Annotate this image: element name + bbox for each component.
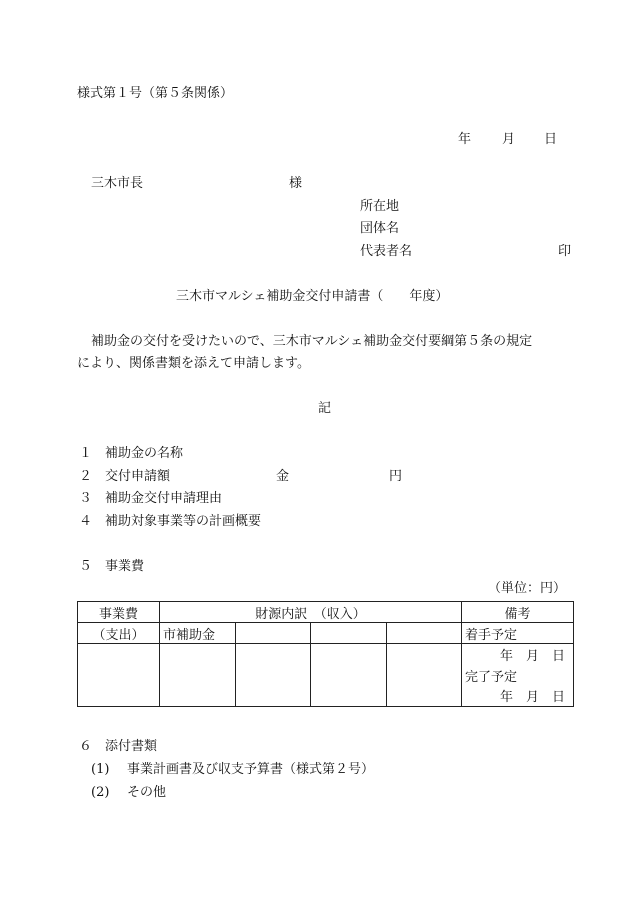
date-year: 年: [458, 132, 472, 147]
header-funding-4: [387, 623, 462, 644]
complete-date: 年 月 日: [462, 686, 574, 707]
item-5-label: 事業費: [105, 559, 145, 574]
cell-funding-4-amount: [387, 644, 462, 707]
applicant-group-label: 団体名: [360, 221, 400, 236]
form-number: 様式第１号（第５条関係）: [77, 86, 234, 101]
seal-mark: 印: [558, 244, 572, 259]
amount-kin: 金: [276, 469, 290, 484]
document-title: 三木市マルシェ補助金交付申請書（ 年度）: [176, 289, 449, 304]
item-4-label: 補助対象事業等の計画概要: [105, 514, 262, 529]
body-line-2: により、関係書類を添えて申請します。: [77, 356, 310, 371]
header-funding-3: [311, 623, 387, 644]
applicant-address-label: 所在地: [360, 199, 400, 214]
addressee-honorific: 様: [289, 176, 303, 191]
attachment-2-label: その他: [127, 785, 167, 800]
item-3-label: 補助金交付申請理由: [105, 491, 223, 506]
attachment-2-number: (2): [91, 785, 110, 800]
header-biko: 備考: [462, 602, 574, 623]
attachments-label: 添付書類: [105, 739, 158, 754]
start-date: 年 月 日: [462, 644, 574, 665]
header-zaigen: 財源内訳 （収入）: [160, 602, 462, 623]
header-city-subsidy: 市補助金: [160, 623, 236, 644]
attachment-1-label: 事業計画書及び収支予算書（様式第２号）: [127, 762, 375, 777]
body-line-1: 補助金の交付を受けたいので、三木市マルシェ補助金交付要綱第５条の規定: [91, 334, 533, 349]
item-1-label: 補助金の名称: [105, 446, 184, 461]
amount-yen: 円: [389, 469, 403, 484]
item-5-number: ５: [79, 559, 93, 574]
item-2-label: 交付申請額: [105, 469, 171, 484]
item-3-number: ３: [79, 491, 93, 506]
applicant-rep-label: 代表者名: [360, 244, 413, 259]
complete-planned-label: 完了予定: [462, 665, 574, 686]
cell-expense-amount: [78, 644, 160, 707]
cell-funding-3-amount: [311, 644, 387, 707]
date-month: 月: [502, 132, 516, 147]
project-cost-table: [77, 601, 574, 707]
cell-city-subsidy-amount: [160, 644, 236, 707]
unit-note: （単位：円）: [488, 581, 567, 596]
start-planned-label: 着手予定: [462, 623, 574, 644]
item-1-number: １: [79, 446, 93, 461]
date-day: 日: [544, 132, 558, 147]
item-2-number: ２: [79, 469, 93, 484]
header-jigyohi: 事業費: [78, 602, 160, 623]
attachment-1-number: (1): [91, 762, 110, 777]
attachments-number: ６: [79, 739, 93, 754]
cell-funding-2-amount: [236, 644, 311, 707]
header-funding-2: [236, 623, 311, 644]
header-shishutsu: （支出）: [78, 623, 160, 644]
addressee-name: 三木市長: [91, 176, 144, 191]
item-4-number: ４: [79, 514, 93, 529]
ki-heading: 記: [318, 401, 332, 416]
